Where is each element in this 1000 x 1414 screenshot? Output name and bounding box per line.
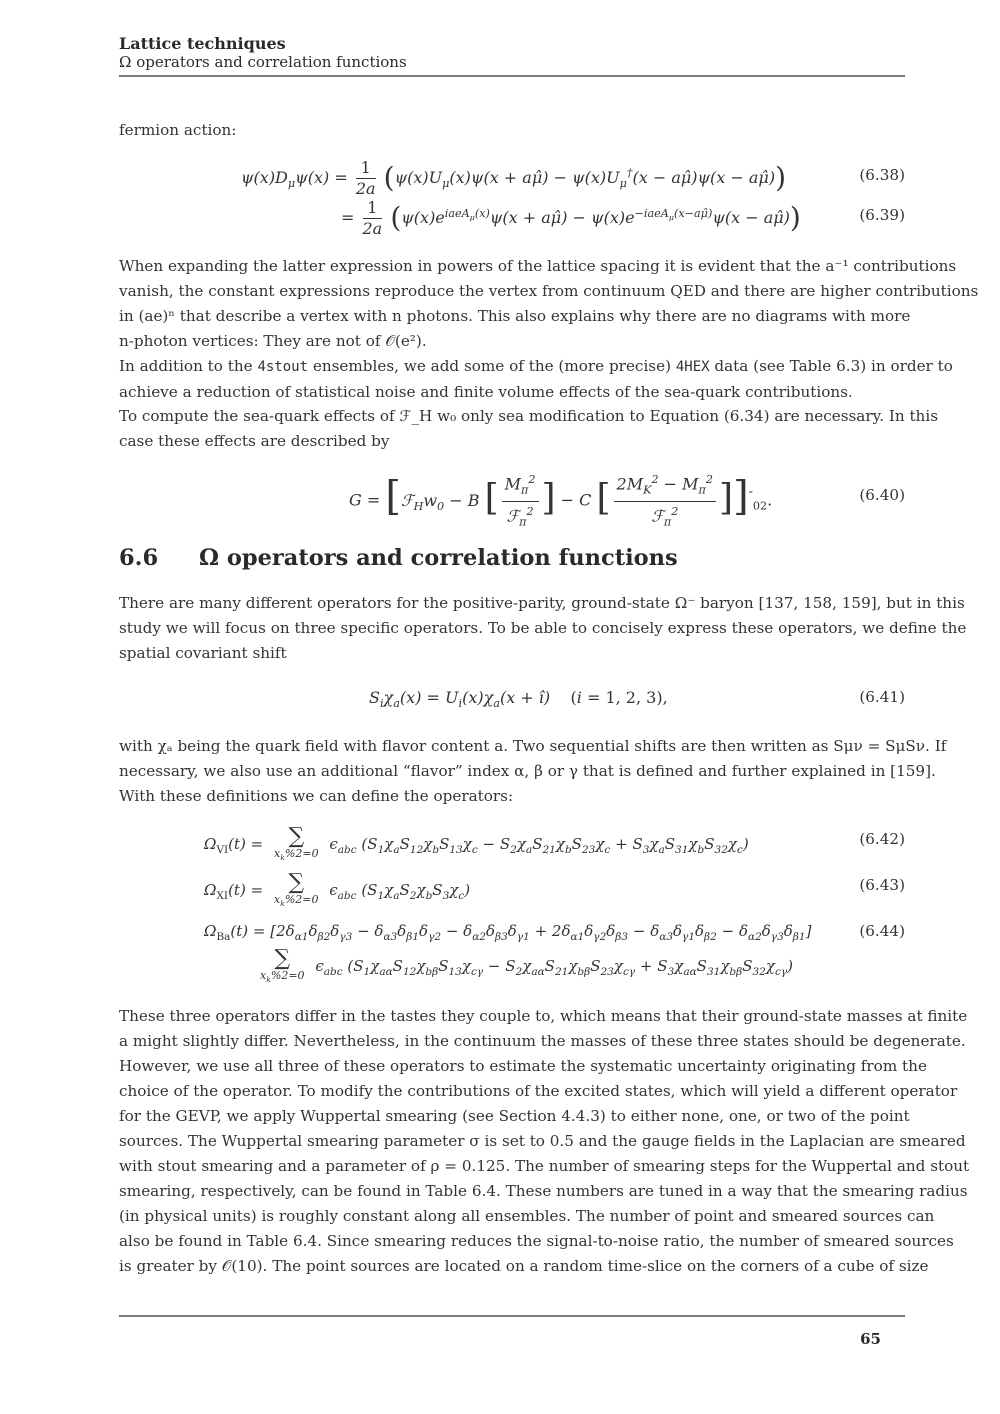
- equation-number-6-43: (6.43): [859, 876, 905, 894]
- equation-6-43: $\Omega_{XI}(t)$ = ∑ $x_k\%2=0$ $\epsilon_{abc}$ $(S_1\chi_aS_2\chi_bS_3\chi_c)$ (6.43): [204, 870, 905, 909]
- section-title: Ω operators and correlation functions: [199, 545, 678, 571]
- text-line: with χₐ being the quark field with flavor content a. Two sequential shifts are then written as Sμν = SμSν. If: [119, 737, 947, 755]
- text-line: [119, 354, 953, 380]
- text-line: for the GEVP, we apply Wuppertal smearing (see Section 4.4.3) to either none, one, or two of the point: [119, 1107, 910, 1125]
- text-line: n-photon vertices: They are not of 𝒪(e²).: [119, 332, 427, 350]
- text-fragment: data (see Table 6.3) in order to: [709, 357, 953, 375]
- text-line: With these definitions we can define the operators:: [119, 787, 514, 805]
- text-line: However, we use all three of these operators to estimate the systematic uncertainty originating from the: [119, 1057, 927, 1075]
- text-line: a might slightly differ. Nevertheless, in the continuum the masses of these three states should be degenerate.: [119, 1032, 966, 1050]
- equation-number-6-44: (6.44): [859, 922, 905, 940]
- equation-number-6-42: (6.42): [859, 830, 905, 848]
- page-number: 65: [860, 1330, 881, 1348]
- code-4hex: 4HEX: [675, 359, 710, 375]
- paragraph-4stout: [119, 354, 953, 405]
- code-4stout: 4stout: [257, 359, 309, 375]
- paragraph-operators-discussion: [119, 1004, 970, 1279]
- equation-6-40: $G = [ℱ_Hw_0 - B$ [ $\frac{M_\pi^2}{ℱ_\pi^2}$ ] − C [ $\frac{2M_K^2 - M_\pi^2}{ℱ_\pi^2}$ ]]$''_{02}$. (6.40): [349, 470, 905, 532]
- equation-number-6-40: (6.40): [859, 486, 905, 504]
- text-line: To compute the sea-quark effects of ℱ_H w₀ only sea modification to Equation (6.34) are necessary. In this: [119, 407, 938, 425]
- equation-6-44-line-2: ∑ $x_k\%2=0$ $\epsilon_{abc}$ $(S_1\chi_{a\alpha}S_{12}\chi_{b\beta}S_{13}\chi_{c\gamma} - S_2\chi_{a\alpha}S_{21}\chi_{b\beta}S_{23}\chi_{c\gamma} + S_3\chi_{a\alpha}S_{31}\chi_{b\beta}S_{32}\chi_{c\gamma})$: [260, 946, 793, 985]
- equation-number-6-39: (6.39): [859, 206, 905, 224]
- text-line: When expanding the latter expression in powers of the lattice spacing it is evident that the a⁻¹ contributions: [119, 257, 957, 275]
- header-rule: [119, 75, 905, 77]
- equation-6-41: $S_i\chi_a(x) = U_i(x)\chi_a(x$ + î) (i = 1, 2, 3), (6.41): [369, 688, 905, 711]
- header-chapter-title: Lattice techniques: [119, 34, 286, 53]
- text-line: in (ae)ⁿ that describe a vertex with n photons. This also explains why there are no diagrams with more: [119, 307, 911, 325]
- paragraph-sea-quark: [119, 404, 938, 454]
- section-heading: [119, 545, 678, 571]
- text-line: These three operators differ in the tastes they couple to, which means that their ground-state masses at finite: [119, 1007, 968, 1025]
- text-line: vanish, the constant expressions reproduce the vertex from continuum QED and there are higher contributions: [119, 282, 979, 300]
- equation-number-6-38: (6.38): [859, 166, 905, 184]
- section-number: 6.6: [119, 545, 159, 571]
- equation-6-44: $\Omega_{Ba}(t) = [2\delta_{\alpha 1}\delta_{\beta 2}\delta_{\gamma 3} - \delta_{\alpha 3}\delta_{\beta 1}\delta_{\gamma 2} - \delta_{\alpha 2}\delta_{\beta 3}\delta_{\gamma 1} + 2\delta_{\alpha 1}\delta_{\gamma 2}\delta_{\beta 3} - \delta_{\alpha 3}\delta_{\gamma 1}\delta_{\beta 2} - \delta_{\alpha 2}\delta_{\gamma 3}\delta_{\beta 1}]$ (6.44): [204, 922, 905, 943]
- text-line: sources. The Wuppertal smearing parameter σ is set to 0.5 and the gauge fields in the Laplacian are smeared: [119, 1132, 966, 1150]
- text-line: case these effects are described by: [119, 432, 390, 450]
- text-line: choice of the operator. To modify the contributions of the excited states, which will yield a different operator: [119, 1082, 958, 1100]
- text-line: smearing, respectively, can be found in Table 6.4. These numbers are tuned in a way that the smearing radius: [119, 1182, 968, 1200]
- header-section-title: Ω operators and correlation functions: [119, 53, 407, 71]
- equation-6-38: $\psi(x)D_\mu\psi(x)$ = $\frac{1}{2a}$ ($\psi(x)U_\mu(x)\psi(x$ + aμ̂) − $\psi(x)U_\mu^\dagger(x$ − aμ̂)ψ(x − aμ̂)) (6.38): [241, 158, 905, 198]
- text-line: necessary, we also use an additional “flavor” index α, β or γ that is defined and further explained in [159].: [119, 762, 936, 780]
- text-line: spatial covariant shift: [119, 644, 287, 662]
- text-line: study we will focus on three specific operators. To be able to concisely express these operators, we define the: [119, 619, 967, 637]
- text-line: also be found in Table 6.4. Since smearing reduces the signal-to-noise ratio, the number of smeared sources: [119, 1232, 954, 1250]
- text-fragment: In addition to the: [119, 357, 258, 375]
- equation-6-39: = $\frac{1}{2a}$ ($\psi(x)e^{iaeA_\mu(x)}\psi(x$ + aμ̂) − $\psi(x)e^{-iaeA_\mu(x-a\mû)}\psi(x$ − aμ̂)) (6.39): [341, 198, 905, 238]
- equation-number-6-41: (6.41): [859, 688, 905, 706]
- page: [119, 0, 979, 1414]
- text-line: is greater by 𝒪(10). The point sources are located on a random time-slice on the corners of a cube of size: [119, 1257, 929, 1275]
- footer-rule: [119, 1315, 905, 1317]
- paragraph-quark-field: [119, 734, 947, 809]
- text-line: achieve a reduction of statistical noise and finite volume effects of the sea-quark contributions.: [119, 383, 853, 401]
- text-line: with stout smearing and a parameter of ρ = 0.125. The number of smearing steps for the Wuppertal and stout: [119, 1157, 970, 1175]
- running-header: [119, 34, 905, 72]
- text-line: (in physical units) is roughly constant along all ensembles. The number of point and smeared sources can: [119, 1207, 935, 1225]
- equation-6-42: $\Omega_{VI}(t)$ = ∑ $x_k\%2=0$ $\epsilon_{abc}$ $(S_1\chi_aS_{12}\chi_bS_{13}\chi_c - S_2\chi_aS_{21}\chi_bS_{23}\chi_c + S_3\chi_aS_{31}\chi_bS_{32}\chi_c)$ (6.42): [204, 824, 905, 863]
- paragraph-fermion-action: fermion action:: [119, 121, 237, 139]
- text-line: There are many different operators for the positive-parity, ground-state Ω⁻ baryon [137, 158, 159], but in this: [119, 594, 965, 612]
- text-fragment: ensembles, we add some of the (more precise): [308, 357, 676, 375]
- paragraph-expansion: [119, 254, 979, 354]
- paragraph-operators-intro: [119, 591, 967, 666]
